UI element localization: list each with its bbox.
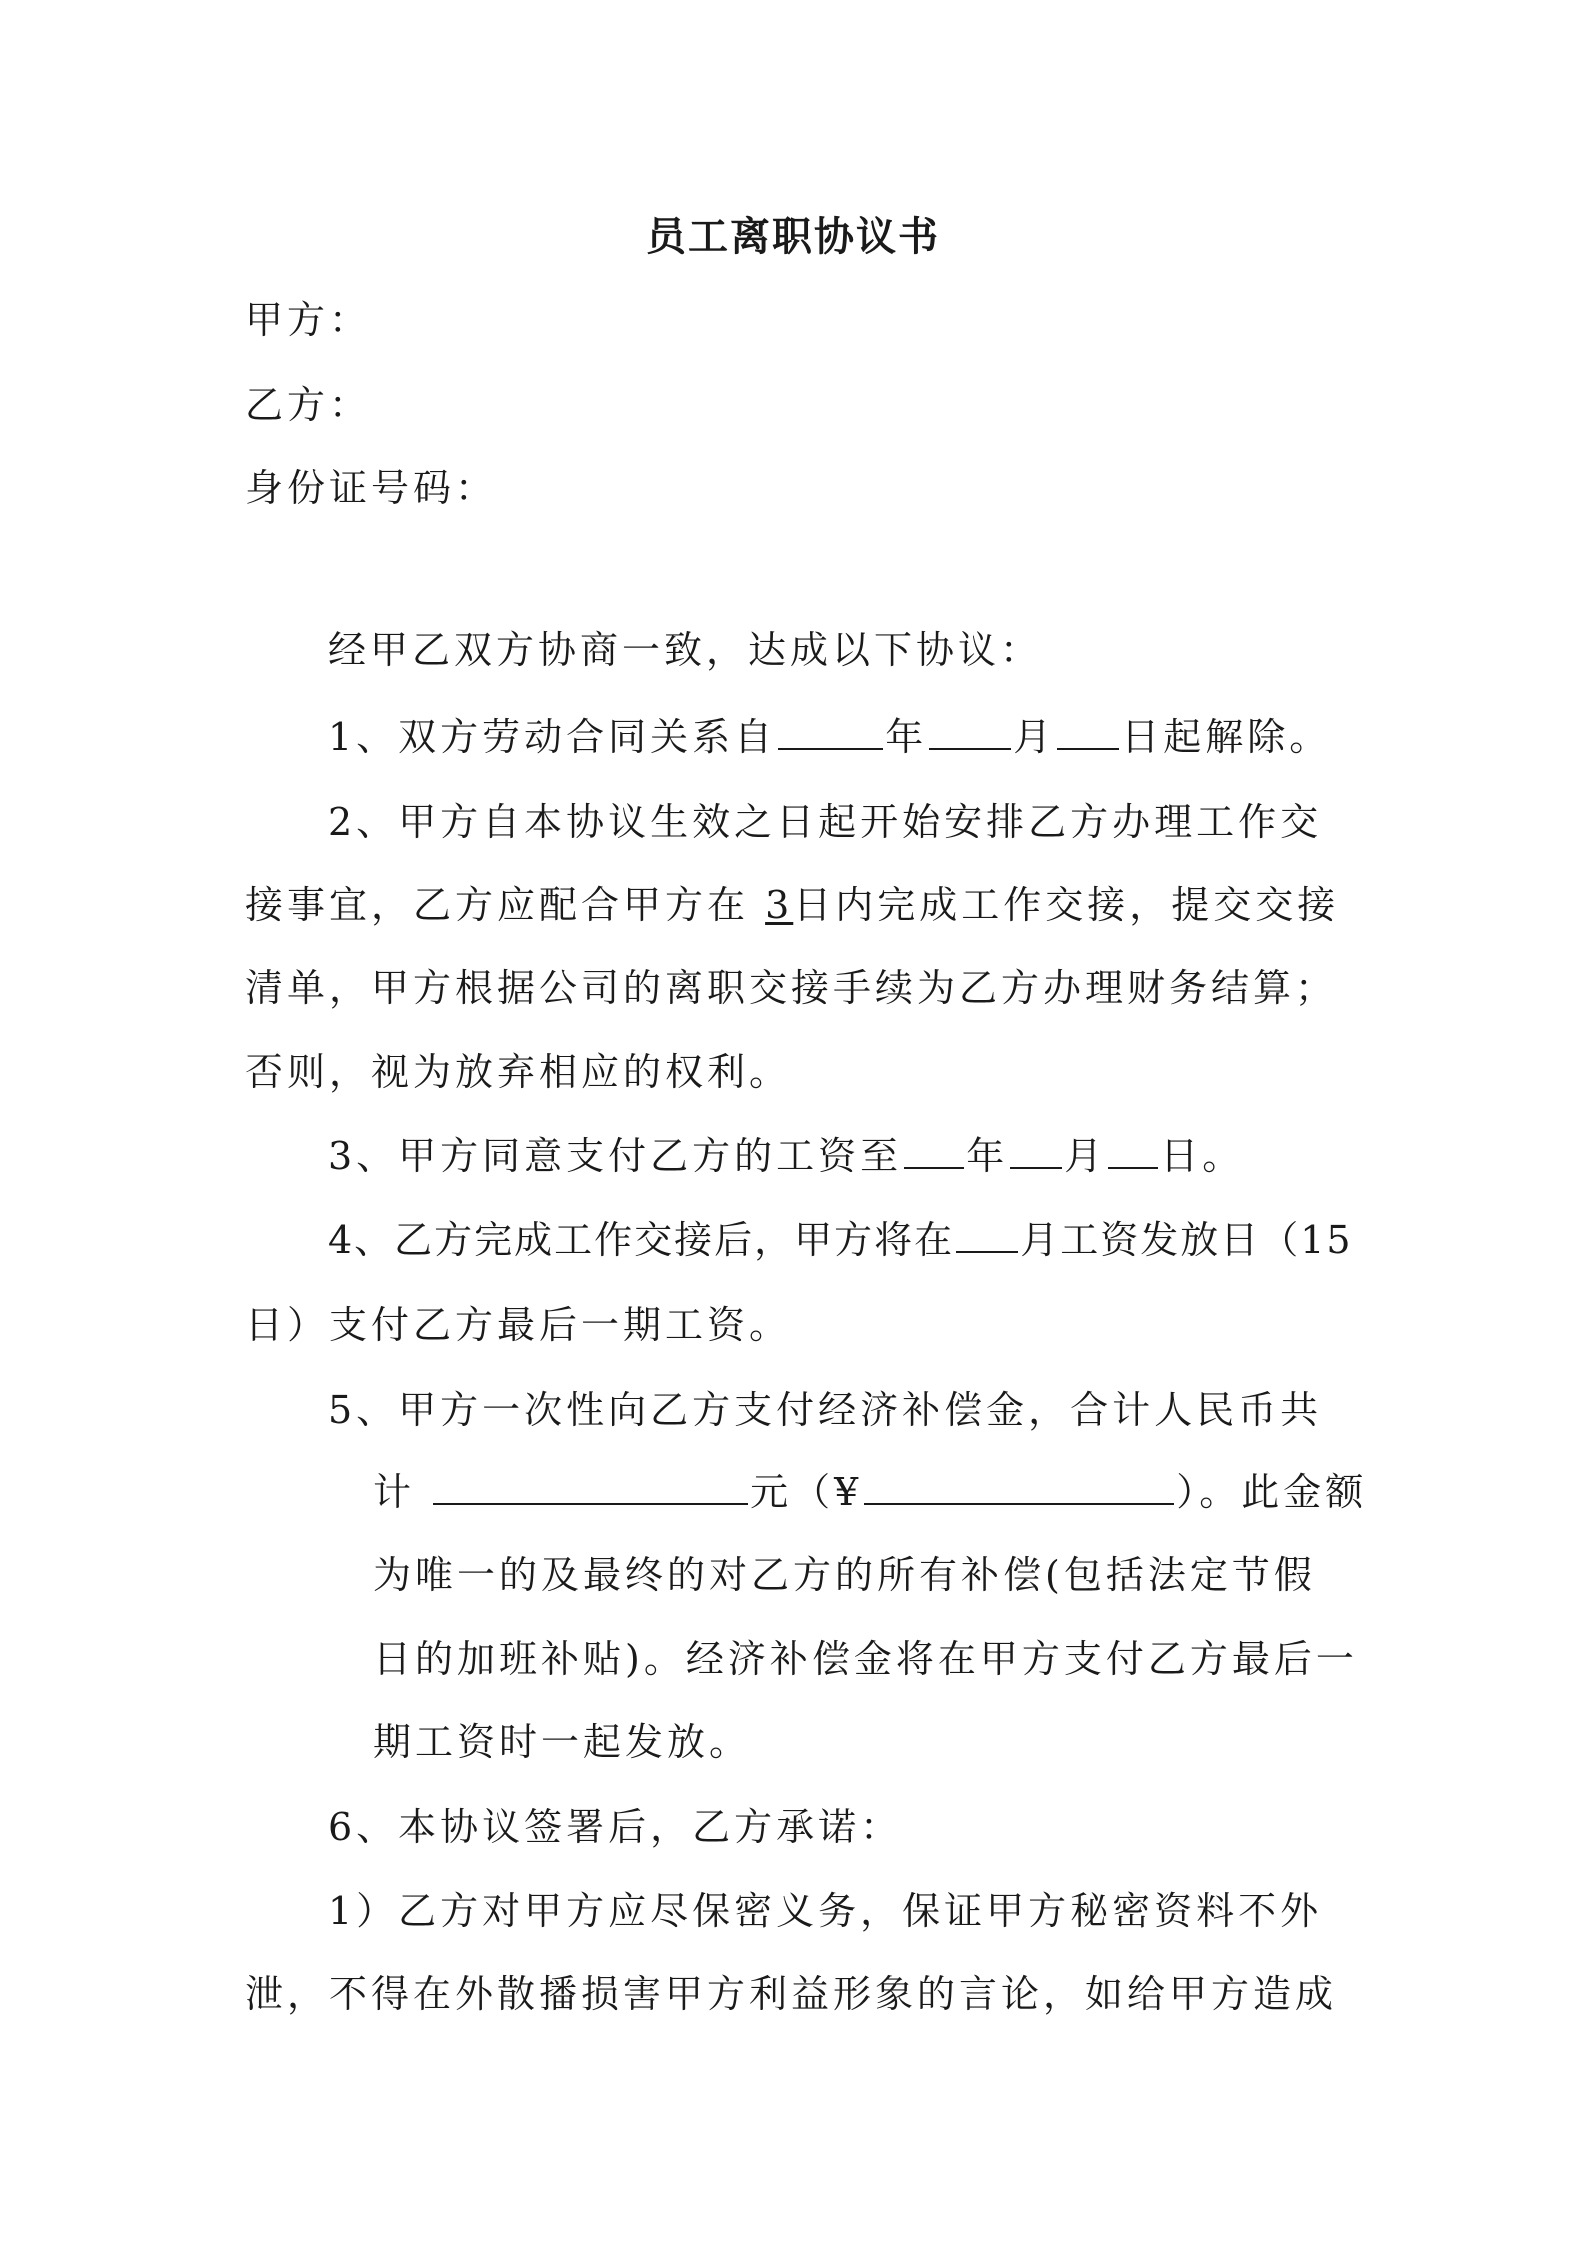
clause-5-text: 计 xyxy=(373,1470,432,1514)
handover-days: 3 xyxy=(765,883,794,927)
party-a-label: 甲方： xyxy=(245,298,372,342)
month-blank xyxy=(1010,1131,1062,1169)
clause-3-text: 3、甲方同意支付乙方的工资至 xyxy=(328,1134,903,1178)
month-blank xyxy=(956,1215,1018,1253)
day-label: 日。 xyxy=(1160,1134,1245,1178)
clause-2-text-cont: 日内完成工作交接，提交交接 xyxy=(793,883,1340,927)
intro-paragraph: 经甲乙双方协商一致，达成以下协议： xyxy=(328,628,1043,672)
month-blank xyxy=(929,712,1011,750)
clause-2-line-3: 清单，甲方根据公司的离职交接手续为乙方办理财务结算； xyxy=(245,966,1338,1010)
clause-5-line-5: 期工资时一起发放。 xyxy=(373,1720,752,1764)
day-blank xyxy=(1108,1131,1158,1169)
page-title: 员工离职协议书 xyxy=(646,213,940,260)
clause-5-line-1: 5、甲方一次性向乙方支付经济补偿金，合计人民币共 xyxy=(328,1388,1323,1432)
year-blank xyxy=(904,1131,964,1169)
clause-4-line-2: 日）支付乙方最后一期工资。 xyxy=(245,1303,792,1347)
clause-5-line-4: 日的加班补贴)。经济补偿金将在甲方支付乙方最后一 xyxy=(373,1637,1358,1681)
currency-label: 元（¥ xyxy=(750,1470,863,1514)
month-label: 月 xyxy=(1013,715,1056,759)
clause-1-text: 1、双方劳动合同关系自 xyxy=(328,715,777,759)
id-number-label: 身份证号码： xyxy=(245,466,498,510)
clause-5-text-cont: ）。此金额 xyxy=(1176,1470,1368,1514)
clause-6-sub-1-line-2: 泄，不得在外散播损害甲方利益形象的言论，如给甲方造成 xyxy=(245,1972,1338,2016)
clause-4-text: 4、乙方完成工作交接后，甲方将在 xyxy=(328,1218,955,1262)
clause-2-line-4: 否则，视为放弃相应的权利。 xyxy=(245,1050,792,1094)
clause-4-text-cont: 月工资发放日（15 xyxy=(1020,1218,1353,1262)
year-label: 年 xyxy=(885,715,928,759)
clause-6-line-1: 6、本协议签署后，乙方承诺： xyxy=(328,1805,903,1849)
day-label: 日起解除。 xyxy=(1121,715,1332,759)
clause-1 xyxy=(328,712,1428,762)
clause-2-line-2 xyxy=(245,880,1345,930)
clause-6-sub-1-line-1: 1）乙方对甲方应尽保密义务，保证甲方秘密资料不外 xyxy=(328,1889,1323,1933)
clause-4-line-1 xyxy=(328,1215,1428,1265)
clause-2-text: 接事宜，乙方应配合甲方在 xyxy=(245,883,766,927)
clause-5-line-3: 为唯一的及最终的对乙方的所有补偿(包括法定节假 xyxy=(373,1553,1316,1597)
month-label: 月 xyxy=(1064,1134,1107,1178)
day-blank xyxy=(1057,712,1119,750)
clause-2-line-1: 2、甲方自本协议生效之日起开始安排乙方办理工作交 xyxy=(328,800,1323,844)
amount-words-blank xyxy=(433,1467,748,1505)
year-label: 年 xyxy=(966,1134,1009,1178)
party-b-label: 乙方： xyxy=(245,383,372,427)
year-blank xyxy=(778,712,883,750)
clause-5-line-2 xyxy=(373,1467,1473,1517)
amount-number-blank xyxy=(864,1467,1174,1505)
clause-3 xyxy=(328,1131,1428,1181)
